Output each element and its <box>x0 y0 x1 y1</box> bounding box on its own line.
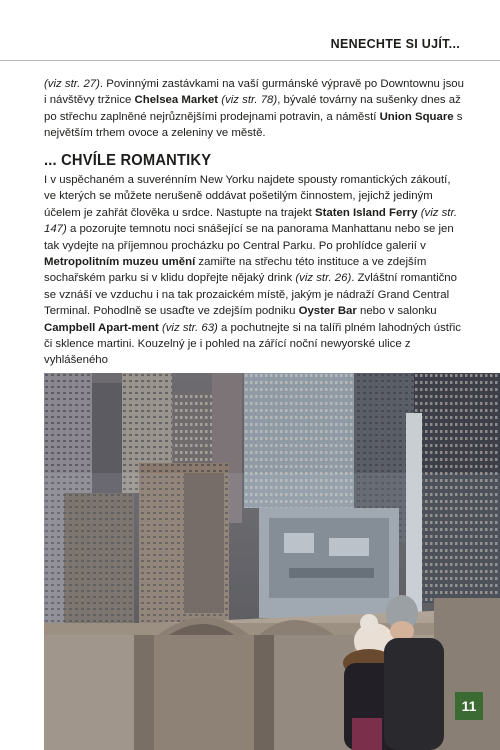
bold-term: Oyster Bar <box>298 305 357 318</box>
bold-term: Chelsea Market <box>134 94 219 107</box>
page-reference: (viz str. 147) <box>44 206 457 236</box>
photo-couple-rooftop-manhattan <box>44 373 500 750</box>
bold-term: Campbell Apart-ment <box>44 321 159 334</box>
text-run: nebo v salonku <box>356 305 437 318</box>
bold-term: Metropolitním muzeu umění <box>44 256 196 269</box>
text-run: zamiřte na střechu této instituce a ve zdejším sochařském parku si v klidu dopřejte nějaký drink <box>44 256 427 285</box>
paragraph-romance <box>44 172 464 369</box>
bold-term: Staten Island Ferry <box>314 206 418 219</box>
text-run: a pozorujte temnotu noci snášející se na panorama Manhattanu nebo se jen tak vydejte na příjemnou procházku po Central Parku. Po prohlídce galerií v <box>44 223 454 252</box>
bold-term: Union Square <box>379 110 454 123</box>
text-run: a pochutnejte si na talíři plném lahodných ústřic či sklence martini. Kouzelný je i pohled na zářící noční newyorské ulice z vyhlášeného <box>44 321 461 367</box>
page-reference: (viz str. 27) <box>44 78 100 90</box>
page-number: 11 <box>455 692 483 720</box>
text-run: s největším trhem ovoce a zeleniny ve městě. <box>44 110 463 140</box>
section-heading-romance: ... CHVÍLE ROMANTIKY <box>44 152 212 169</box>
text-run: . Zvláštní romantično se vznáší ve vzduchu i na tak prozaickém místě, jakým je nádraží Grand Central Terminal. Pohodlně se usaďte ve zdejším podniku <box>44 272 457 318</box>
paragraph-food-continued <box>44 76 464 142</box>
header-rule <box>0 60 500 61</box>
running-head: NENECHTE SI UJÍT... <box>330 37 460 51</box>
page-reference: (viz str. 63) <box>161 321 218 334</box>
page-reference: (viz str. 78) <box>221 94 278 107</box>
text-run: . Povinnými zastávkami na vaší gurmánské výpravě po Downtownu jsou i návštěvy tržnice <box>44 78 464 107</box>
text-run: I v uspěchaném a suverénním New Yorku najdete spousty romantických zákoutí, ve kterých se můžete nerušeně oddávat pošetilým činnostem, jejichž jediným účelem je zahřát člověka u srdce. Nastupte na trajekt <box>44 174 451 219</box>
text-run: , bývalé továrny na sušenky dnes až po střechu zaplněné nejrůznějšími prodejnami potravin, a náměstí <box>44 94 461 123</box>
page-reference: (viz str. 26) <box>295 272 352 285</box>
